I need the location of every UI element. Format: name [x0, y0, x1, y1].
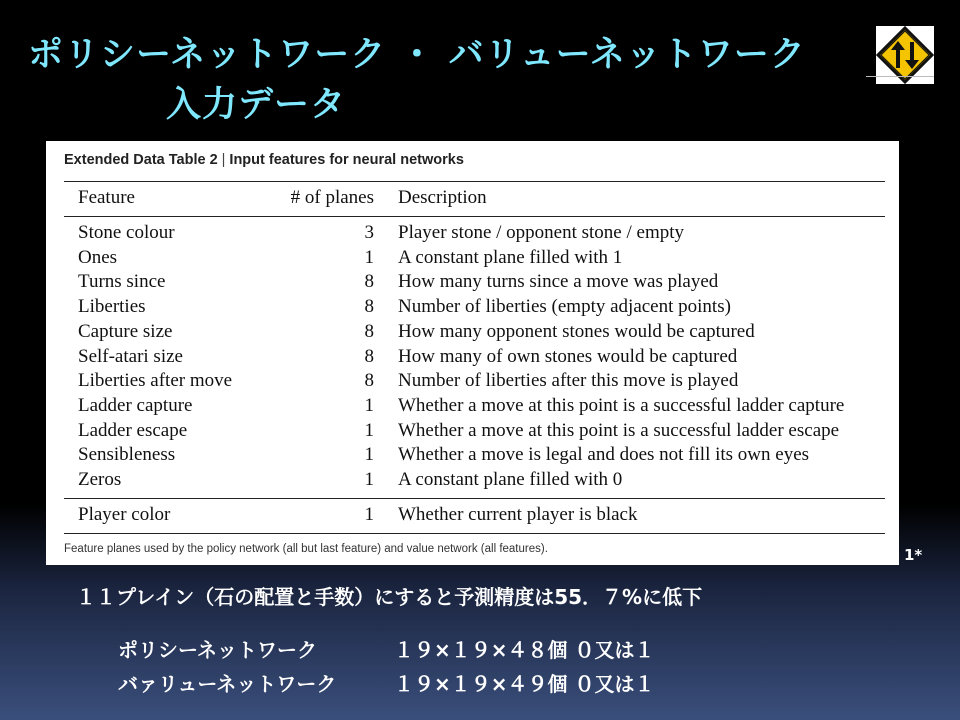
table-body: [64, 221, 885, 493]
table-row: [64, 419, 885, 444]
feature-cell: Sensibleness: [78, 444, 176, 466]
table-row: [64, 468, 885, 493]
title-line-2: 入力データ: [166, 85, 347, 125]
table-row: [64, 369, 885, 394]
description-cell: Whether current player is black: [398, 504, 638, 525]
table-caption: Feature planes used by the policy network (all but last feature) and value network (all features).: [64, 543, 548, 555]
header-description: Description: [398, 187, 487, 208]
table-row: [64, 320, 885, 345]
description-cell: Player stone / opponent stone / empty: [398, 222, 685, 243]
table-header: [64, 186, 885, 211]
spec-value: １９×１９×４９個 ０又は１: [394, 672, 655, 696]
slide-title: [28, 30, 848, 130]
feature-cell: Ones: [78, 246, 118, 268]
planes-cell: 1: [364, 419, 374, 441]
description-cell: How many opponent stones would be captured: [398, 320, 755, 342]
table-bottom-rule: [64, 533, 885, 534]
feature-cell: Liberties after move: [78, 370, 233, 392]
table-row: [64, 394, 885, 419]
header-rule: [64, 216, 885, 217]
table-row: [64, 345, 885, 370]
feature-cell: Liberties: [78, 296, 146, 318]
table-subtitle: Input features for neural networks: [229, 152, 464, 168]
header-planes: # of planes: [290, 187, 374, 208]
planes-cell: 1: [364, 504, 374, 525]
feature-cell: Ladder capture: [78, 394, 193, 416]
header-feature: Feature: [78, 187, 135, 208]
feature-cell: Ladder escape: [78, 419, 188, 441]
divider: [866, 76, 934, 77]
description-cell: Whether a move at this point is a successful ladder capture: [398, 394, 845, 416]
spec-name: ポリシーネットワーク: [118, 638, 317, 662]
planes-cell: 1: [364, 246, 374, 268]
planes-cell: 8: [364, 296, 374, 318]
accuracy-note: １１プレイン（石の配置と手数）にすると予測精度は55．７%に低下: [76, 585, 703, 609]
description-cell: Number of liberties after this move is played: [398, 370, 739, 392]
planes-cell: 1: [364, 469, 374, 491]
planes-cell: 8: [364, 320, 374, 342]
table-row: [64, 443, 885, 468]
description-cell: Whether a move is legal and does not fill its own eyes: [398, 444, 810, 466]
table-title-label: Extended Data Table 2: [64, 152, 218, 168]
planes-cell: 8: [364, 271, 374, 293]
description-cell: Number of liberties (empty adjacent points): [398, 296, 731, 318]
title-separator: |: [221, 152, 226, 168]
footnote-marker: 1*: [904, 546, 923, 564]
feature-cell: Self-atari size: [78, 345, 183, 367]
planes-cell: 1: [364, 444, 374, 466]
planes-cell: 8: [364, 370, 374, 392]
body-rule: [64, 498, 885, 499]
spec-policy: [118, 634, 655, 663]
table-row: [64, 221, 885, 246]
header-row: [64, 186, 885, 211]
spec-name: バァリューネットワーク: [118, 672, 337, 696]
description-cell: A constant plane filled with 1: [398, 246, 623, 268]
feature-cell: Capture size: [78, 320, 173, 342]
feature-cell: Stone colour: [78, 222, 175, 243]
feature-cell: Player color: [78, 504, 171, 525]
table-top-rule: [64, 181, 885, 182]
spec-value-network: [118, 668, 655, 697]
planes-cell: 1: [364, 394, 374, 416]
description-cell: How many turns since a move was played: [398, 271, 719, 293]
feature-cell: Zeros: [78, 469, 122, 491]
title-line-1: ポリシーネットワーク ・ バリューネットワーク: [28, 35, 806, 75]
description-cell: How many of own stones would be captured: [398, 345, 738, 367]
table-row: [64, 270, 885, 295]
planes-cell: 8: [364, 345, 374, 367]
table-row: [64, 246, 885, 271]
feature-cell: Turns since: [78, 271, 166, 293]
table-row: [64, 295, 885, 320]
spec-value: １９×１９×４８個 ０又は１: [394, 638, 655, 662]
table-title: [64, 152, 464, 168]
description-cell: A constant plane filled with 0: [398, 469, 623, 491]
table-last: [64, 503, 885, 528]
data-table-image: [46, 141, 899, 565]
table-row: [64, 503, 885, 528]
planes-cell: 3: [364, 222, 374, 243]
description-cell: Whether a move at this point is a successful ladder escape: [398, 419, 840, 441]
